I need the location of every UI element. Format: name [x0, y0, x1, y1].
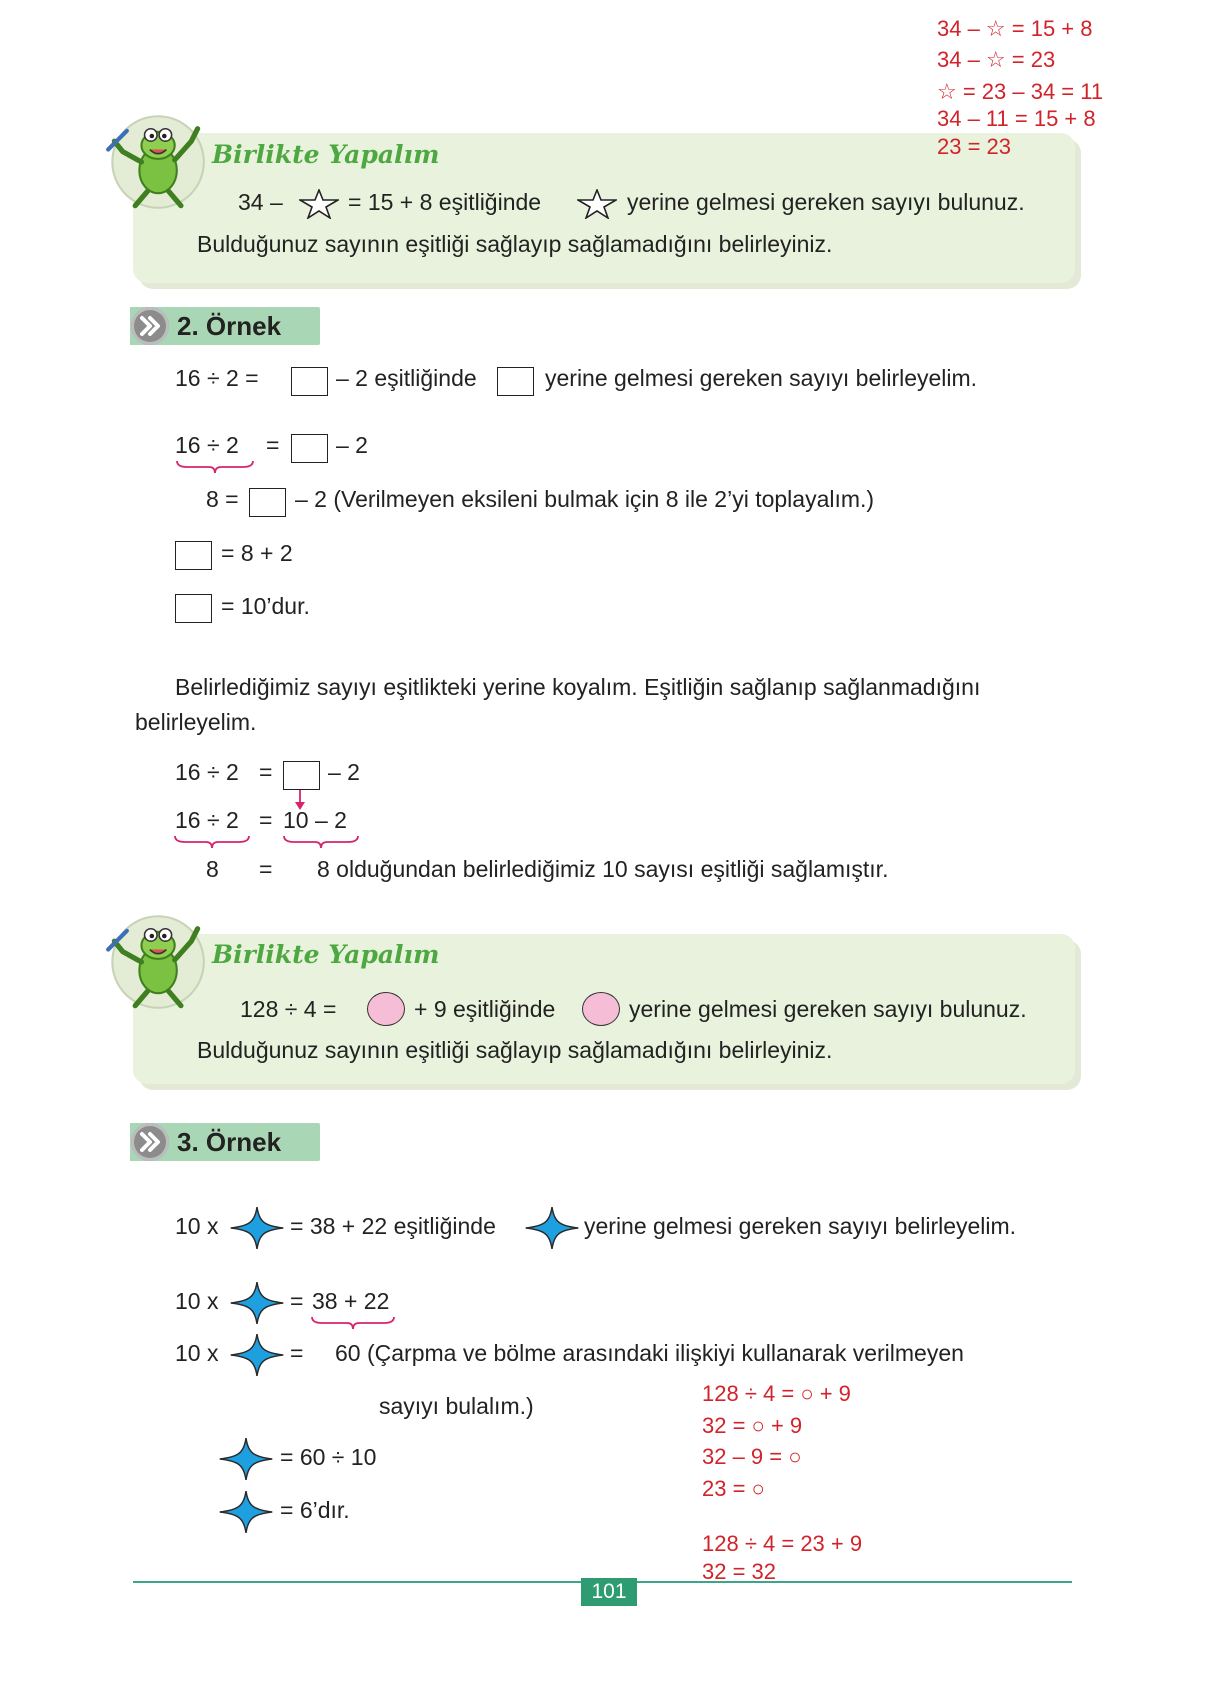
ex2-step1-right: – 2 — [336, 432, 368, 458]
blue-star-icon — [219, 1438, 273, 1480]
ex2-check2-left: 16 ÷ 2 — [175, 807, 239, 833]
blue-star-icon — [219, 1491, 273, 1533]
double-chevron-icon — [131, 1123, 169, 1161]
ex3-step1-eq: = — [290, 1288, 304, 1314]
ex2-question-mid: – 2 eşitliğinde — [336, 365, 477, 391]
panel2-line2: Bulduğunuz sayının eşitliği sağlayıp sağlamadığını belirleyiniz. — [197, 1037, 833, 1063]
ex3-step2-eq: = — [290, 1340, 304, 1366]
ex2-check3-eq: = — [259, 856, 273, 882]
answer-box — [291, 434, 328, 463]
frog-mascot-icon — [104, 910, 208, 1014]
underbrace — [310, 1315, 396, 1331]
blue-star-icon — [230, 1334, 284, 1376]
panel-title: Birlikte Yapalım — [212, 940, 440, 969]
annotation-bottom-4: 23 = ○ — [702, 1476, 765, 1501]
blue-star-icon — [230, 1207, 284, 1249]
ex2-check3-right: 8 olduğundan belirlediğimiz 10 sayısı eşitliği sağlamıştır. — [317, 856, 889, 882]
ex2-check1-eq: = — [259, 759, 273, 785]
annotation-bottom-2: 32 = ○ + 9 — [702, 1413, 803, 1438]
annotation-top-1: 34 – ☆ = 15 + 8 — [937, 16, 1093, 41]
ex2-question-end: yerine gelmesi gereken sayıyı belirleyelim. — [545, 365, 978, 391]
example-2-title: 2. Örnek — [177, 311, 282, 341]
ex2-question-start: 16 ÷ 2 = — [175, 365, 259, 391]
star-outline-icon — [299, 189, 339, 219]
ex3-step4: = 6’dır. — [280, 1497, 350, 1523]
answer-box — [291, 367, 328, 396]
annotation-bottom-6: 32 = 32 — [702, 1559, 777, 1584]
ex2-paragraph-line2: belirleyelim. — [135, 709, 257, 735]
ex2-step4: = 10’dur. — [221, 593, 310, 619]
page-number: 101 — [581, 1578, 637, 1606]
ex2-check2-eq: = — [259, 807, 273, 833]
pink-circle-icon — [367, 992, 405, 1026]
annotation-bottom-1: 128 ÷ 4 = ○ + 9 — [702, 1381, 851, 1406]
annotation-top-3: ☆ = 23 – 34 = 11 — [937, 79, 1104, 104]
ex2-step1-left: 16 ÷ 2 — [175, 432, 239, 458]
ex3-question-end: yerine gelmesi gereken sayıyı belirleyelim. — [584, 1213, 1017, 1239]
panel1-line2: Bulduğunuz sayının eşitliği sağlayıp sağlamadığını belirleyiniz. — [197, 231, 833, 257]
annotation-bottom-5: 128 ÷ 4 = 23 + 9 — [702, 1531, 863, 1556]
answer-box — [175, 541, 212, 570]
panel-title: Birlikte Yapalım — [212, 140, 440, 169]
ex3-question-start: 10 x — [175, 1213, 219, 1239]
ex2-step2-left: 8 = — [206, 486, 239, 512]
panel1-line1-start: 34 – — [238, 189, 283, 215]
frog-mascot-icon — [104, 110, 208, 214]
ex2-check2-right: 10 – 2 — [283, 807, 347, 833]
blue-star-icon — [230, 1282, 284, 1324]
answer-box — [175, 594, 212, 623]
ex2-step1-eq: = — [266, 432, 280, 458]
panel1-line1-end: yerine gelmesi gereken sayıyı bulunuz. — [627, 189, 1025, 215]
pink-circle-icon — [582, 992, 620, 1026]
panel2-line1-mid: + 9 eşitliğinde — [414, 996, 556, 1022]
panel1-line1-mid: = 15 + 8 eşitliğinde — [348, 189, 542, 215]
double-chevron-icon — [131, 307, 169, 345]
ex2-step3: = 8 + 2 — [221, 540, 293, 566]
underbrace — [175, 459, 255, 475]
panel2-line1-end: yerine gelmesi gereken sayıyı bulunuz. — [629, 996, 1027, 1022]
ex3-step2-continuation: sayıyı bulalım.) — [379, 1393, 534, 1419]
ex3-step1-left: 10 x — [175, 1288, 219, 1314]
blue-star-icon — [525, 1207, 579, 1249]
ex3-step3: = 60 ÷ 10 — [280, 1444, 377, 1470]
ex2-check3-left: 8 — [206, 856, 219, 882]
ex2-check1-left: 16 ÷ 2 — [175, 759, 239, 785]
answer-box — [283, 761, 320, 790]
annotation-top-4: 34 – 11 = 15 + 8 — [937, 106, 1096, 131]
underbrace — [282, 834, 360, 850]
ex2-step2-right: – 2 (Verilmeyen eksileni bulmak için 8 ile 2’yi toplayalım.) — [295, 486, 875, 512]
footer-rule-left — [133, 1581, 581, 1583]
ex3-step2-left: 10 x — [175, 1340, 219, 1366]
ex3-step2-right: 60 (Çarpma ve bölme arasındaki ilişkiyi kullanarak verilmeyen — [335, 1340, 964, 1366]
annotation-top-5: 23 = 23 — [937, 134, 1012, 159]
ex3-step1-right: 38 + 22 — [312, 1288, 390, 1314]
star-outline-icon — [577, 189, 617, 219]
answer-box — [249, 488, 286, 517]
answer-box — [497, 367, 534, 396]
ex3-question-mid: = 38 + 22 eşitliğinde — [290, 1213, 496, 1239]
example-3-title: 3. Örnek — [177, 1127, 282, 1157]
panel2-line1-start: 128 ÷ 4 = — [240, 996, 337, 1022]
annotation-bottom-3: 32 – 9 = ○ — [702, 1444, 802, 1469]
annotation-top-2: 34 – ☆ = 23 — [937, 47, 1056, 72]
ex2-check1-right: – 2 — [328, 759, 360, 785]
underbrace — [173, 834, 251, 850]
ex2-paragraph-line1: Belirlediğimiz sayıyı eşitlikteki yerine koyalım. Eşitliğin sağlanıp sağlanmadığını — [175, 674, 981, 700]
